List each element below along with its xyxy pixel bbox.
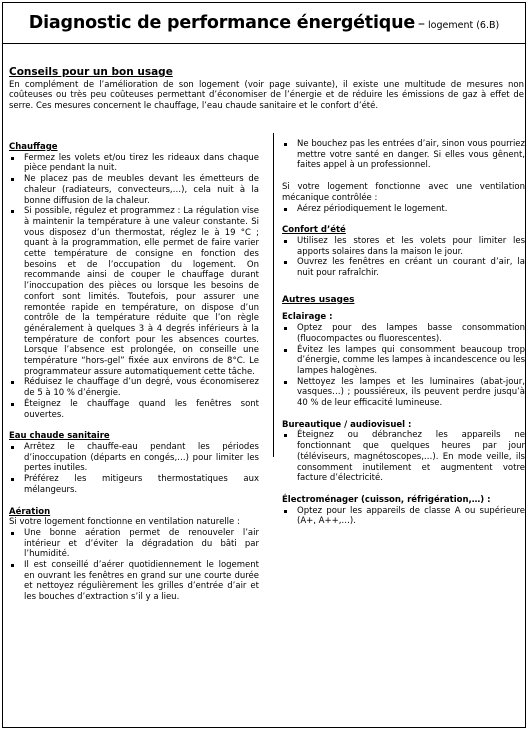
section-eclairage [282, 312, 525, 408]
bureautique-list [282, 430, 525, 484]
eclairage-heading: Eclairage : [282, 312, 333, 323]
chauffage-heading: Chauffage [9, 142, 58, 152]
list-item: Ne bouchez pas les entrées d’air, sinon vous pourriez mettre votre santé en danger. Si elles vous gênent, faites appel à un professionnel. [282, 139, 525, 171]
list-item: Préférez les mitigeurs thermostatiques aux mélangeurs. [9, 474, 259, 495]
section-bureautique [282, 420, 525, 484]
section-eau-chaude [9, 431, 259, 495]
list-item: Optez pour les appareils de classe A ou supérieure (A+, A++,…). [282, 506, 525, 527]
section-confort-ete [282, 225, 525, 279]
list-item: Évitez les lampes qui consomment beaucoup trop d’énergie, comme les lampes à incandescence ou les lampes halogènes. [282, 345, 525, 377]
left-column [9, 142, 259, 614]
list-item: Ouvrez les fenêtres en créant un courant d’air, la nuit pour rafraîchir. [282, 257, 525, 278]
document-title: Diagnostic de performance énergétique [28, 13, 416, 33]
list-item: Aérez périodiquement le logement. [282, 204, 525, 215]
page-header [2, 2, 526, 44]
intro-text: En complément de l’amélioration de son logement (voir page suivante), il existe une multitude de mesures non coûteuses ou très peu coûteuses permettant d’économiser de l’énergie et de réduire les émissions de gaz à effet de serre. Ces mesures concernent le chauffage, l’eau chaude sanitaire et le confort d’été. [9, 79, 524, 112]
page-frame [2, 44, 526, 728]
intro-section [9, 67, 524, 112]
list-item: Il est conseillé d’aérer quotidiennement le logement en ouvrant les fenêtres en grand sur une courte durée et nettoyez régulièrement les grilles d’entrée d’air et les bouches d’extraction s’il y a lieu. [9, 560, 259, 603]
aeration-list [9, 528, 259, 603]
list-item: Une bonne aération permet de renouveler l’air intérieur et d’éviter la dégradation du bâti par l’humidité. [9, 528, 259, 560]
section-electromenager [282, 495, 525, 527]
list-item: Nettoyez les lampes et les luminaires (abat-jour, vasques…) ; poussiéreux, ils peuvent perdre jusqu’à 40 % de leur efficacité lumineuse. [282, 377, 525, 409]
aeration-intro: Si votre logement fonctionne en ventilation naturelle : [9, 517, 240, 528]
right-column [282, 139, 525, 538]
list-item: Utilisez les stores et les volets pour limiter les apports solaires dans la maison le jour. [282, 236, 525, 257]
confort-ete-heading: Confort d’été [282, 225, 346, 236]
list-item: Ne placez pas de meubles devant les émetteurs de chaleur (radiateurs, convecteurs,…), cela nuit à la bonne diffusion de la chaleur. [9, 174, 259, 206]
aeration-heading: Aération [9, 506, 51, 517]
section-aeration-suite [282, 139, 525, 171]
bureautique-heading: Bureautique / audiovisuel : [282, 419, 412, 430]
list-item: Éteignez ou débranchez les appareils ne fonctionnant que quelques heures par jour (téléviseurs, magnétoscopes,…). En mode veille, ils consomment inutilement et augmentent votre facture d’électricité. [282, 430, 525, 484]
chauffage-list [9, 153, 259, 421]
list-item: Si possible, régulez et programmez : La régulation vise à maintenir la température à une valeur constante. Si vous disposez d’un thermostat, réglez le à 19 °C ; quant à la programmation, elle permet de faire varier cette température de consigne en fonction des besoins et de l’occupation du logement. On recommande ainsi de couper le chauffage durant l’inoccupation des pièces ou lorsque les besoins de confort sont limités. Toutefois, pour assurer une remontée rapide en température, on dispose d’un contrôle de la température réduite que l’on règle généralement à quelques 3 à 4 degrés inférieurs à la température de confort pour les absences courtes. Lorsque l’absence est prolongée, on conseille une température “hors-gel” fixée aux environs de 8°C. Le programmateur assure automatiquement cette tâche. [9, 206, 259, 377]
electromenager-list [282, 506, 525, 527]
list-item: Optez pour des lampes basse consommation (fluocompactes ou fluorescentes). [282, 323, 525, 344]
intro-heading: Conseils pour un bon usage [9, 66, 173, 78]
aeration-suite-list [282, 139, 525, 171]
list-item: Éteignez le chauffage quand les fenêtres sont ouvertes. [9, 399, 259, 420]
confort-ete-list [282, 236, 525, 279]
electromenager-heading: Électroménager (cuisson, réfrigération,…) : [282, 494, 491, 505]
list-item: Réduisez le chauffage d’un degré, vous économiserez de 5 à 10 % d’énergie. [9, 377, 259, 398]
list-item: Fermez les volets et/ou tirez les rideaux dans chaque pièce pendant la nuit. [9, 153, 259, 174]
autres-usages-heading: Autres usages [282, 294, 355, 305]
eclairage-list [282, 323, 525, 409]
vmc-intro: Si votre logement fonctionne avec une ventilation mécanique contrôlée : [282, 182, 525, 203]
document-subtitle: logement (6.B) [428, 20, 500, 31]
eau-chaude-heading: Eau chaude sanitaire [9, 431, 110, 442]
section-chauffage [9, 142, 259, 420]
eau-chaude-list [9, 442, 259, 496]
list-item: Arrêtez le chauffe-eau pendant les périodes d’inoccupation (départs en congés,…) pour limiter les pertes inutiles. [9, 442, 259, 474]
title-dash: – [418, 16, 426, 32]
vmc-list [282, 204, 525, 215]
section-aeration [9, 507, 259, 603]
section-vmc [282, 182, 525, 214]
